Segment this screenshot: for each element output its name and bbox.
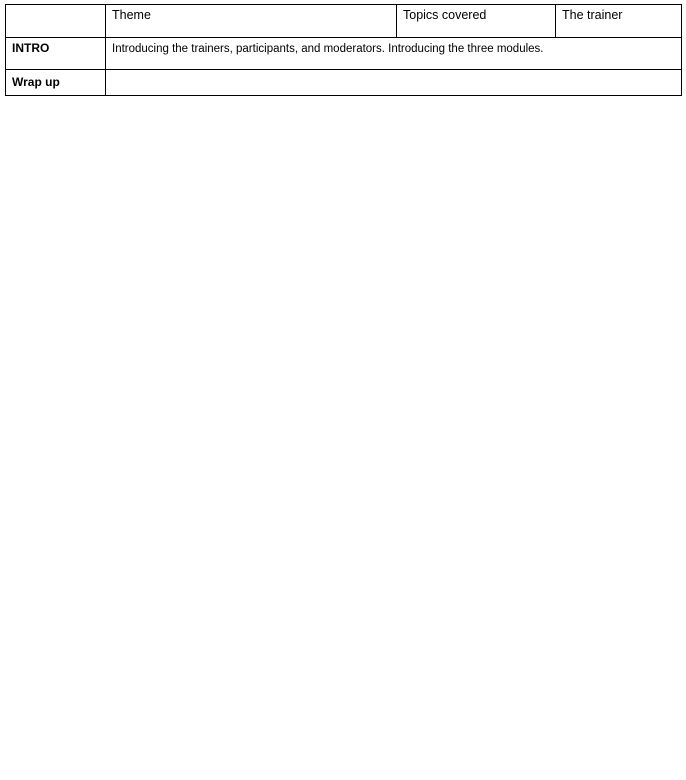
wrapup-label-cell bbox=[6, 70, 106, 96]
table-body bbox=[6, 5, 682, 70]
intro-text-cell bbox=[106, 38, 682, 70]
header-cell-day bbox=[6, 5, 106, 38]
intro-label-cell bbox=[6, 38, 106, 70]
wrapup-label: Wrap up bbox=[12, 75, 60, 89]
column-header-theme: Theme bbox=[112, 8, 151, 22]
header-cell-theme bbox=[106, 5, 397, 38]
column-header-trainer: The trainer bbox=[562, 8, 623, 22]
intro-description: Introducing the trainers, participants, and moderators. Introducing the three modules. bbox=[112, 43, 544, 55]
column-header-topics: Topics covered bbox=[403, 8, 487, 22]
document-page bbox=[0, 4, 686, 780]
training-schedule-table bbox=[5, 4, 682, 96]
header-cell-topics bbox=[397, 5, 556, 38]
wrapup-content-cell bbox=[106, 70, 682, 96]
table-row-intro bbox=[6, 38, 682, 70]
table-row-wrapup bbox=[6, 70, 682, 96]
header-cell-trainer bbox=[556, 5, 682, 38]
intro-label: INTRO bbox=[12, 41, 50, 55]
table-header-row bbox=[6, 5, 682, 38]
